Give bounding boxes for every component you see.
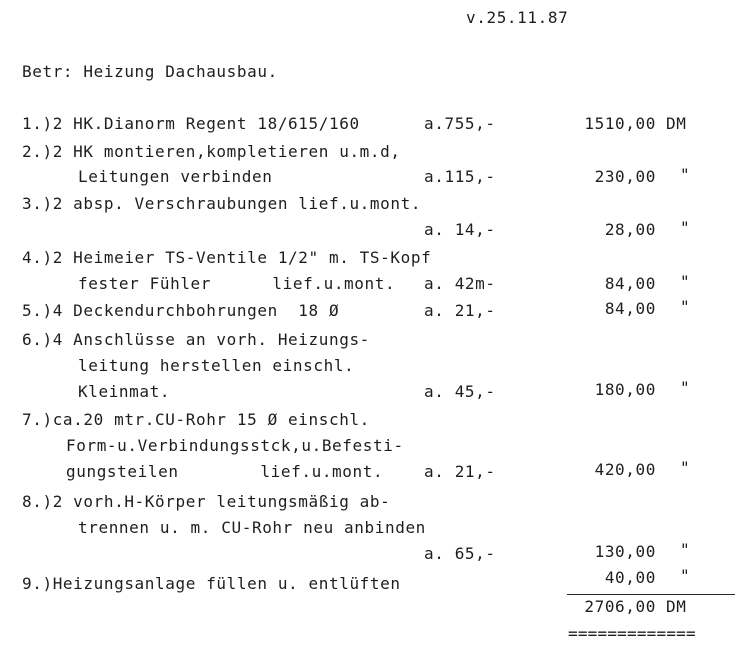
- item-6-line-2: leitung herstellen einschl.: [78, 356, 355, 375]
- item-3-ditto: ": [680, 218, 691, 237]
- item-6-line-3: Kleinmat.: [78, 382, 171, 401]
- item-1-currency: DM: [666, 114, 687, 133]
- item-6-line-1: 6.)4 Anschlüsse an vorh. Heizungs-: [22, 330, 370, 349]
- item-4-ditto: ": [680, 272, 691, 291]
- item-2-line-1: 2.)2 HK montieren,kompletieren u.m.d,: [22, 142, 401, 161]
- item-8-amount: 130,00: [594, 542, 656, 561]
- item-4-line-2: fester Fühler lief.u.mont.: [78, 274, 396, 293]
- item-3-amount: 28,00: [604, 220, 656, 239]
- item-3-unit-price: a. 14,-: [424, 220, 496, 239]
- item-6-unit-price: a. 45,-: [424, 382, 496, 401]
- item-8-unit-price: a. 65,-: [424, 544, 496, 563]
- item-1-line-1: 1.)2 HK.Dianorm Regent 18/615/160: [22, 114, 360, 133]
- item-8-line-2: trennen u. m. CU-Rohr neu anbinden: [78, 518, 426, 537]
- item-9-line-1: 9.)Heizungsanlage füllen u. entlüften: [22, 574, 401, 593]
- document-date: v.25.11.87: [466, 8, 569, 27]
- total-currency: DM: [666, 597, 687, 616]
- item-7-line-3: gungsteilen lief.u.mont.: [66, 462, 384, 481]
- item-5-line-1: 5.)4 Deckendurchbohrungen 18 Ø: [22, 301, 340, 320]
- item-1-amount: 1510,00: [584, 114, 656, 133]
- item-4-line-1: 4.)2 Heimeier TS-Ventile 1/2" m. TS-Kopf: [22, 248, 432, 267]
- item-5-amount: 84,00: [604, 299, 656, 318]
- item-5-ditto: ": [680, 297, 691, 316]
- item-8-line-1: 8.)2 vorh.H-Körper leitungsmäßig ab-: [22, 492, 391, 511]
- item-7-line-2: Form-u.Verbindungsstck,u.Befesti-: [66, 436, 404, 455]
- item-4-unit-price: a. 42m-: [424, 274, 496, 293]
- item-4-amount: 84,00: [604, 274, 656, 293]
- item-9-ditto: ": [680, 566, 691, 585]
- item-8-ditto: ": [680, 540, 691, 559]
- item-6-ditto: ": [680, 378, 691, 397]
- item-9-amount: 40,00: [604, 568, 656, 587]
- sum-underline: [567, 594, 735, 595]
- item-6-amount: 180,00: [594, 380, 656, 399]
- item-7-amount: 420,00: [594, 460, 656, 479]
- item-2-unit-price: a.115,-: [424, 167, 496, 186]
- item-2-amount: 230,00: [594, 167, 656, 186]
- item-7-ditto: ": [680, 458, 691, 477]
- item-7-line-1: 7.)ca.20 mtr.CU-Rohr 15 Ø einschl.: [22, 410, 370, 429]
- item-2-line-2: Leitungen verbinden: [78, 167, 273, 186]
- total-amount: 2706,00: [584, 597, 656, 616]
- subject-line: Betr: Heizung Dachausbau.: [22, 62, 278, 81]
- total-double-rule: =============: [568, 624, 696, 643]
- item-1-unit-price: a.755,-: [424, 114, 496, 133]
- item-3-line-1: 3.)2 absp. Verschraubungen lief.u.mont.: [22, 194, 422, 213]
- item-2-ditto: ": [680, 165, 691, 184]
- item-7-unit-price: a. 21,-: [424, 462, 496, 481]
- item-5-unit-price: a. 21,-: [424, 301, 496, 320]
